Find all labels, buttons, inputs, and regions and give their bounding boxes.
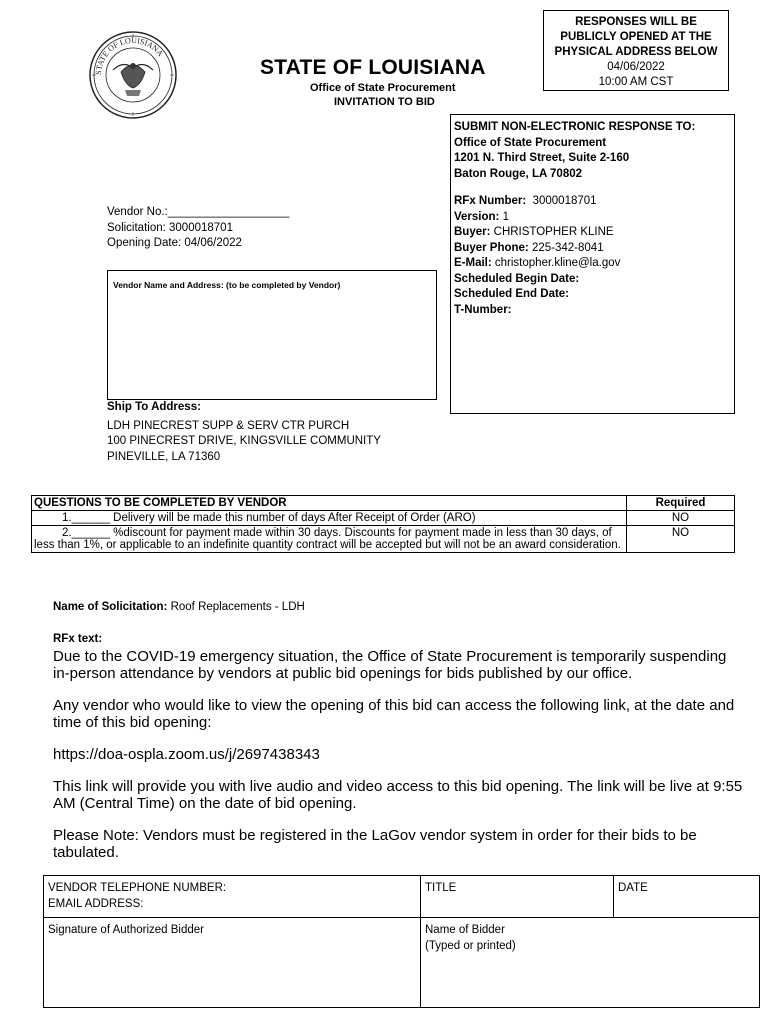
question-1-text[interactable]: 1.______ Delivery will be made this number of days After Receipt of Order (ARO) — [32, 511, 627, 526]
responses-line1: RESPONSES WILL BE — [575, 16, 697, 28]
question-1-required: NO — [627, 511, 735, 526]
state-title: STATE OF LOUISIANA — [260, 56, 486, 79]
buyer-row — [454, 225, 731, 241]
rfx-paragraph-2: Any vendor who would like to view the opening of this bid can access the following link, at the date and time of this bid opening: — [53, 697, 735, 731]
buyer-phone-label: Buyer Phone: — [454, 241, 529, 254]
buyer-phone-row — [454, 241, 731, 257]
office-name: Office of State Procurement — [310, 82, 456, 94]
email-label: E-Mail: — [454, 257, 492, 269]
responses-line2: PUBLICLY OPENED AT THE — [560, 31, 712, 43]
signature-label: Signature of Authorized Bidder — [48, 924, 204, 936]
buyer-value: CHRISTOPHER KLINE — [493, 226, 614, 238]
question-2-text[interactable] — [32, 526, 627, 553]
ship-to-line1: LDH PINECREST SUPP & SERV CTR PURCH — [107, 419, 350, 432]
table-row — [32, 511, 735, 526]
version-row — [454, 210, 731, 226]
vendor-phone-label: VENDOR TELEPHONE NUMBER: — [48, 882, 227, 894]
seal-text: STATE OF LOUISIANA — [93, 35, 165, 76]
rfx-number-row — [454, 194, 731, 210]
rfx-number-value: 3000018701 — [532, 195, 597, 207]
solicitation-name-label: Name of Solicitation: — [53, 601, 168, 613]
bidder-name-sub: (Typed or printed) — [425, 940, 516, 952]
solicitation-number: Solicitation: 3000018701 — [107, 221, 233, 234]
questions-header: QUESTIONS TO BE COMPLETED BY VENDOR — [32, 496, 627, 511]
title-label: TITLE — [425, 882, 457, 894]
vendor-number: Vendor No.:___________________ — [107, 206, 290, 218]
scheduled-begin-label: Scheduled Begin Date: — [454, 272, 580, 285]
submit-address-2: 1201 N. Third Street, Suite 2-160 — [454, 152, 630, 164]
ship-to-label: Ship To Address: — [107, 401, 201, 413]
opening-date-info: Opening Date: 04/06/2022 — [107, 237, 242, 249]
submit-heading: SUBMIT NON-ELECTRONIC RESPONSE TO: — [454, 121, 696, 133]
rfx-paragraph-5: Please Note: Vendors must be registered in the LaGov vendor system in order for their bids to be tabulated. — [53, 827, 697, 861]
date-label: DATE — [618, 882, 648, 894]
rfx-text-body — [53, 648, 743, 876]
submit-response-box — [450, 114, 735, 414]
rfx-number-label: RFx Number: — [454, 195, 527, 207]
buyer-label: Buyer: — [454, 226, 491, 238]
state-seal — [83, 30, 183, 120]
opening-date: 04/06/2022 — [607, 61, 665, 73]
email-row — [454, 256, 731, 272]
table-row — [44, 918, 760, 1008]
date-field[interactable] — [614, 876, 760, 918]
email-value: christopher.kline@la.gov — [494, 257, 621, 269]
buyer-phone-value: 225-342-8041 — [531, 241, 604, 254]
opening-time: 10:00 AM CST — [598, 76, 674, 88]
questions-header-row — [32, 496, 735, 511]
ship-to-line3: PINEVILLE, LA 71360 — [107, 450, 221, 463]
solicitation-name-value: Roof Replacements - LDH — [170, 601, 305, 613]
vendor-name-address-label: Vendor Name and Address: (to be completed by Vendor) — [113, 280, 341, 290]
bidder-name-label: Name of Bidder — [425, 924, 505, 936]
t-number-label: T-Number: — [454, 303, 512, 316]
question-2-body: 2.______ %discount for payment made within 30 days. Discounts for payment made in less than 30 days, of less than 1%, or applicable to an indefinite quantity contract will be accepted but will not be an award consideration. — [34, 527, 621, 551]
ship-to-line2: 100 PINECREST DRIVE, KINGSVILLE COMMUNITY — [107, 435, 381, 447]
zoom-link[interactable]: https://doa-ospla.zoom.us/j/2697438343 — [53, 746, 320, 763]
version-value: 1 — [502, 210, 509, 223]
rfx-text-label: RFx text: — [53, 633, 103, 645]
vendor-email-label: EMAIL ADDRESS: — [48, 898, 144, 910]
responses-line3: PHYSICAL ADDRESS BELOW — [554, 46, 718, 58]
submit-address-1: Office of State Procurement — [454, 136, 607, 149]
rfx-paragraph-4: This link will provide you with live audio and video access to this bid opening. The link will be live at 9:55 AM (Central Time) on the date of bid opening. — [53, 778, 743, 812]
title-field[interactable] — [421, 876, 614, 918]
signature-table — [43, 875, 760, 1008]
bidder-name-field[interactable] — [421, 918, 760, 1008]
document-type: INVITATION TO BID — [334, 96, 435, 108]
submit-address-3: Baton Rouge, LA 70802 — [454, 167, 583, 180]
seal-icon — [83, 30, 183, 120]
scheduled-end-label: Scheduled End Date: — [454, 288, 570, 300]
vendor-questions-table — [31, 495, 735, 553]
table-row — [32, 526, 735, 553]
table-row — [44, 876, 760, 918]
signature-field[interactable] — [44, 918, 421, 1008]
vendor-info — [107, 205, 289, 252]
version-label: Version: — [454, 210, 500, 223]
question-2-required: NO — [627, 526, 735, 553]
required-header: Required — [627, 496, 735, 511]
rfx-paragraph-1: Due to the COVID-19 emergency situation, the Office of State Procurement is temporarily suspending in-person attendance by vendors at public bid openings for bids published by our office. — [53, 648, 727, 682]
responses-box — [543, 10, 729, 91]
vendor-name-address-box[interactable] — [107, 270, 437, 400]
ship-to-address — [107, 400, 381, 465]
vendor-contact-field[interactable] — [44, 876, 421, 918]
solicitation-name — [53, 601, 305, 613]
